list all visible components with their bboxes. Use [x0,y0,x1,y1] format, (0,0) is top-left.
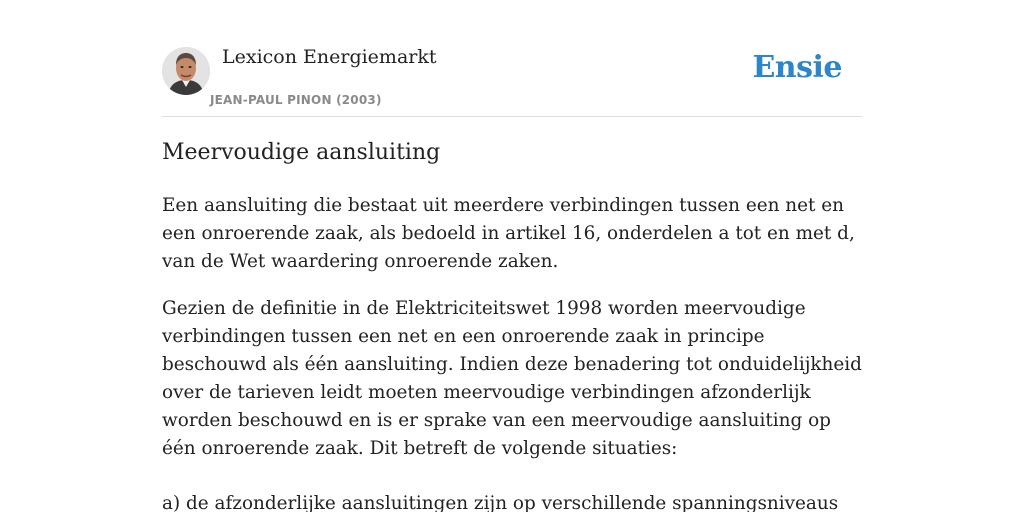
explanation-paragraph: Gezien de definitie in de Elektriciteitswet 1998 worden meervoudige verbindingen tussen een net en een onroerende zaak in principe beschouwd als één aansluiting. Indien deze benadering tot onduidelijkheid over de tarieven leidt moeten meervoudige verbindingen afzonderlijk worden beschouwd en is er sprake van een meervoudige aansluiting op één onroerende zaak. Dit betreft de volgende situaties: [162,298,862,459]
entry-body [162,192,862,512]
book-title[interactable]: Lexicon Energiemarkt [222,46,437,68]
author-avatar [162,47,210,95]
entry-header [162,0,862,117]
definition-paragraph: Een aansluiting die bestaat uit meerdere verbindingen tussen een net en een onroerende zaak, als bedoeld in artikel 16, onderdelen a tot en met d, van de Wet waardering onroerende zaken. [162,195,855,272]
list-item: a) de afzonderlijke aansluitingen zijn op verschillende spanningsniveaus [162,493,839,512]
entry-card [162,0,862,512]
entry-term-title: Meervoudige aansluiting [162,140,441,165]
author-name[interactable]: JEAN-PAUL PINON (2003) [210,93,382,107]
brand-logo[interactable]: Ensie [752,50,842,85]
